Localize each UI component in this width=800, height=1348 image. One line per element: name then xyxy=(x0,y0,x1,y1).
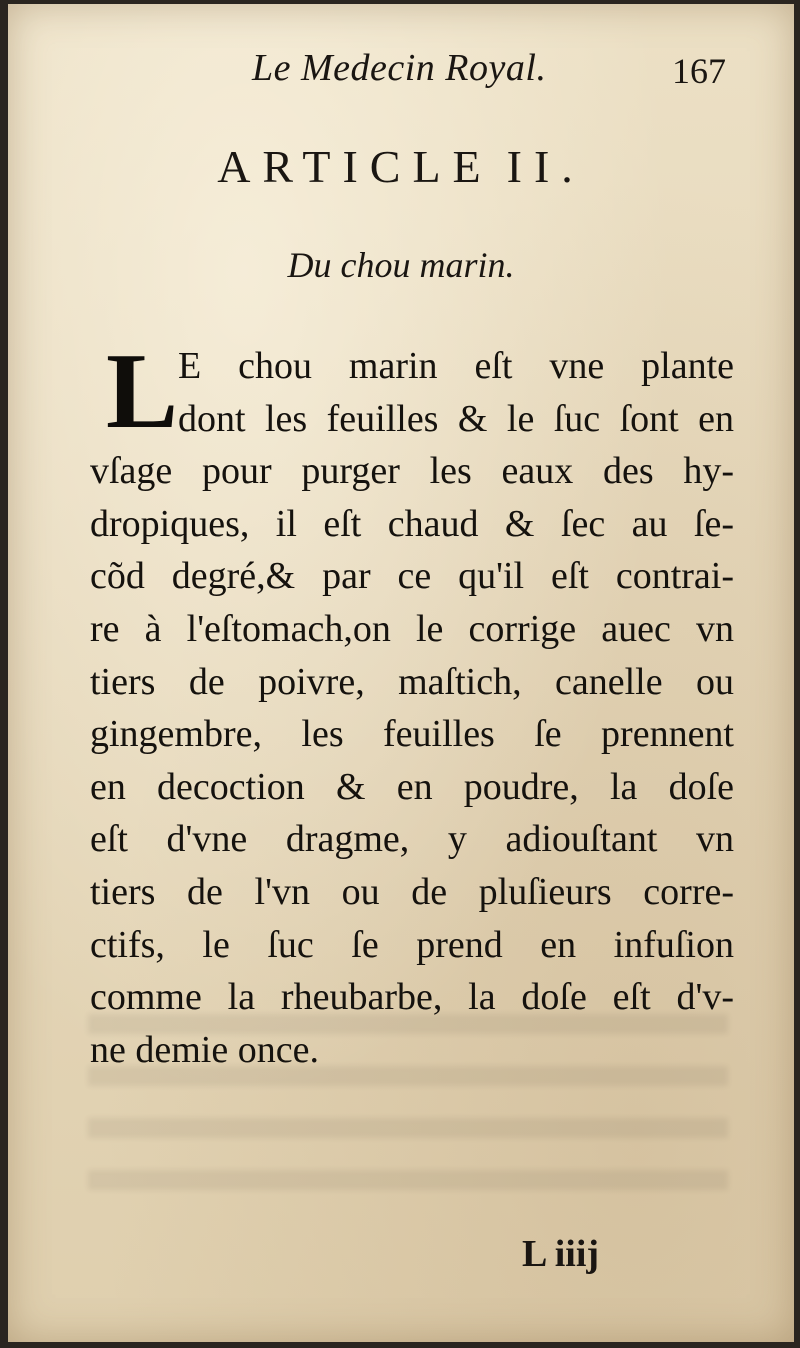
article-number: II. xyxy=(506,141,585,192)
article-body xyxy=(90,332,734,1076)
drop-cap: L xyxy=(106,332,179,451)
article-label: ARTICLE xyxy=(217,141,493,192)
article-heading xyxy=(8,140,794,193)
article-subtitle: Du chou marin. xyxy=(287,245,515,285)
body-line: dont les feuilles & le ſuc ſont en xyxy=(178,397,734,440)
running-title: Le Medecin Royal. xyxy=(252,47,547,89)
body-line: eſt d'vne dragme, y adiouſtant vn xyxy=(90,818,734,861)
body-line: ctifs, le ſuc ſe prend en infuſion xyxy=(90,923,734,966)
body-line: tiers de l'vn ou de pluſieurs corre- xyxy=(90,870,734,913)
book-page xyxy=(8,4,794,1342)
body-line: re à l'eſtomach,on le corrige auec vn xyxy=(90,607,734,650)
body-line: ne demie once. xyxy=(90,1028,319,1071)
body-line: comme la rheubarbe, la doſe eſt d'v- xyxy=(90,976,734,1019)
body-line: gingembre, les feuilles ſe prennent xyxy=(90,713,734,756)
body-line: en decoction & en poudre, la doſe xyxy=(90,765,734,808)
body-line: vſage pour purger les eaux des hy- xyxy=(90,450,734,493)
body-line: tiers de poivre, maſtich, canelle ou xyxy=(90,660,734,703)
page-number: 167 xyxy=(672,51,726,91)
signature-mark: L iiij xyxy=(522,1233,600,1275)
body-line: dropiques, il eſt chaud & ſec au ſe- xyxy=(90,502,734,545)
body-line: E chou marin eſt vne plante xyxy=(178,345,734,387)
running-head xyxy=(8,46,794,106)
body-line: cõd degré,& par ce qu'il eſt contrai- xyxy=(90,555,734,598)
